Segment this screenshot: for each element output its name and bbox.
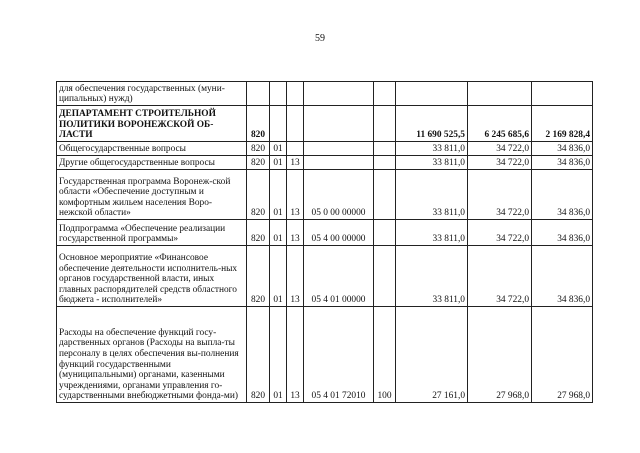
table-row: [57, 246, 593, 307]
row-target: 05 4 01 72010: [304, 307, 374, 403]
row-y3: [532, 82, 593, 106]
row-y1: 33 811,0: [396, 246, 468, 307]
row-target: [304, 156, 374, 170]
row-type: [374, 106, 396, 142]
row-y1: [396, 82, 468, 106]
table-row: [57, 142, 593, 156]
row-sub: 13: [287, 220, 304, 246]
row-name: ДЕПАРТАМЕНТ СТРОИТЕЛЬНОЙ ПОЛИТИКИ ВОРОНЕЖСКОЙ ОБ-ЛАСТИ: [57, 106, 247, 142]
row-sec: 01: [270, 246, 287, 307]
row-gov: 820: [247, 142, 270, 156]
row-y3: 34 836,0: [532, 220, 593, 246]
row-type: [374, 156, 396, 170]
row-sub: [287, 142, 304, 156]
row-type: [374, 220, 396, 246]
table-row: [57, 82, 593, 106]
row-sec: 01: [270, 156, 287, 170]
row-y1: 27 161,0: [396, 307, 468, 403]
row-gov: 820: [247, 170, 270, 220]
row-y3: 34 836,0: [532, 156, 593, 170]
table-row: [57, 307, 593, 403]
row-y3: 34 836,0: [532, 142, 593, 156]
budget-table: [56, 81, 593, 403]
row-gov: 820: [247, 156, 270, 170]
row-sub: 13: [287, 156, 304, 170]
row-type: [374, 82, 396, 106]
row-gov: 820: [247, 246, 270, 307]
row-gov: [247, 82, 270, 106]
row-y3: 34 836,0: [532, 246, 593, 307]
row-type: 100: [374, 307, 396, 403]
row-type: [374, 246, 396, 307]
row-name: Основное мероприятие «Финансовое обеспечение деятельности исполнитель-ных органов государственной власти, иных главных распорядителей средств областного бюджета - исполнителей»: [57, 246, 247, 307]
row-y2: 34 722,0: [468, 246, 532, 307]
row-y3: 27 968,0: [532, 307, 593, 403]
row-sub: [287, 106, 304, 142]
page-number: 59: [315, 33, 325, 44]
row-sec: [270, 106, 287, 142]
row-y2: 27 968,0: [468, 307, 532, 403]
row-gov: 820: [247, 106, 270, 142]
row-target: [304, 82, 374, 106]
row-name: Другие общегосударственные вопросы: [57, 156, 247, 170]
table-row: [57, 220, 593, 246]
row-y1: 33 811,0: [396, 156, 468, 170]
row-y1: 33 811,0: [396, 170, 468, 220]
row-y1: 11 690 525,5: [396, 106, 468, 142]
row-y1: 33 811,0: [396, 220, 468, 246]
row-sec: [270, 82, 287, 106]
row-name: для обеспечения государственных (муни-ципальных) нужд): [57, 82, 247, 106]
row-target: [304, 106, 374, 142]
row-name: Общегосударственные вопросы: [57, 142, 247, 156]
row-y2: 34 722,0: [468, 170, 532, 220]
row-y1: 33 811,0: [396, 142, 468, 156]
row-name: Расходы на обеспечение функций госу-дарственных органов (Расходы на выпла-ты персоналу в целях обеспечения вы-полнения функций государственными (муниципальными) органами, казенными учреждениями, органами управления го-сударственными внебюджетными фонда-ми): [57, 307, 247, 403]
row-y2: [468, 82, 532, 106]
row-name: Государственная программа Воронеж-ской области «Обеспечение доступным и комфортным жильем населения Воро-нежской области»: [57, 170, 247, 220]
row-y2: 34 722,0: [468, 142, 532, 156]
row-y3: 2 169 828,4: [532, 106, 593, 142]
row-sub: [287, 82, 304, 106]
row-sec: 01: [270, 170, 287, 220]
row-sec: 01: [270, 142, 287, 156]
row-y2: 34 722,0: [468, 156, 532, 170]
row-y3: 34 836,0: [532, 170, 593, 220]
row-gov: 820: [247, 220, 270, 246]
row-sec: 01: [270, 307, 287, 403]
row-sub: 13: [287, 246, 304, 307]
table-row: [57, 106, 593, 142]
row-sub: 13: [287, 307, 304, 403]
row-target: 05 4 01 00000: [304, 246, 374, 307]
row-y2: 34 722,0: [468, 220, 532, 246]
table-row: [57, 156, 593, 170]
row-sub: 13: [287, 170, 304, 220]
row-type: [374, 142, 396, 156]
row-target: [304, 142, 374, 156]
row-target: 05 4 00 00000: [304, 220, 374, 246]
row-type: [374, 170, 396, 220]
row-gov: 820: [247, 307, 270, 403]
row-target: 05 0 00 00000: [304, 170, 374, 220]
table-body: [57, 82, 593, 403]
table-row: [57, 170, 593, 220]
row-name: Подпрограмма «Обеспечение реализации государственной программы»: [57, 220, 247, 246]
row-y2: 6 245 685,6: [468, 106, 532, 142]
row-sec: 01: [270, 220, 287, 246]
